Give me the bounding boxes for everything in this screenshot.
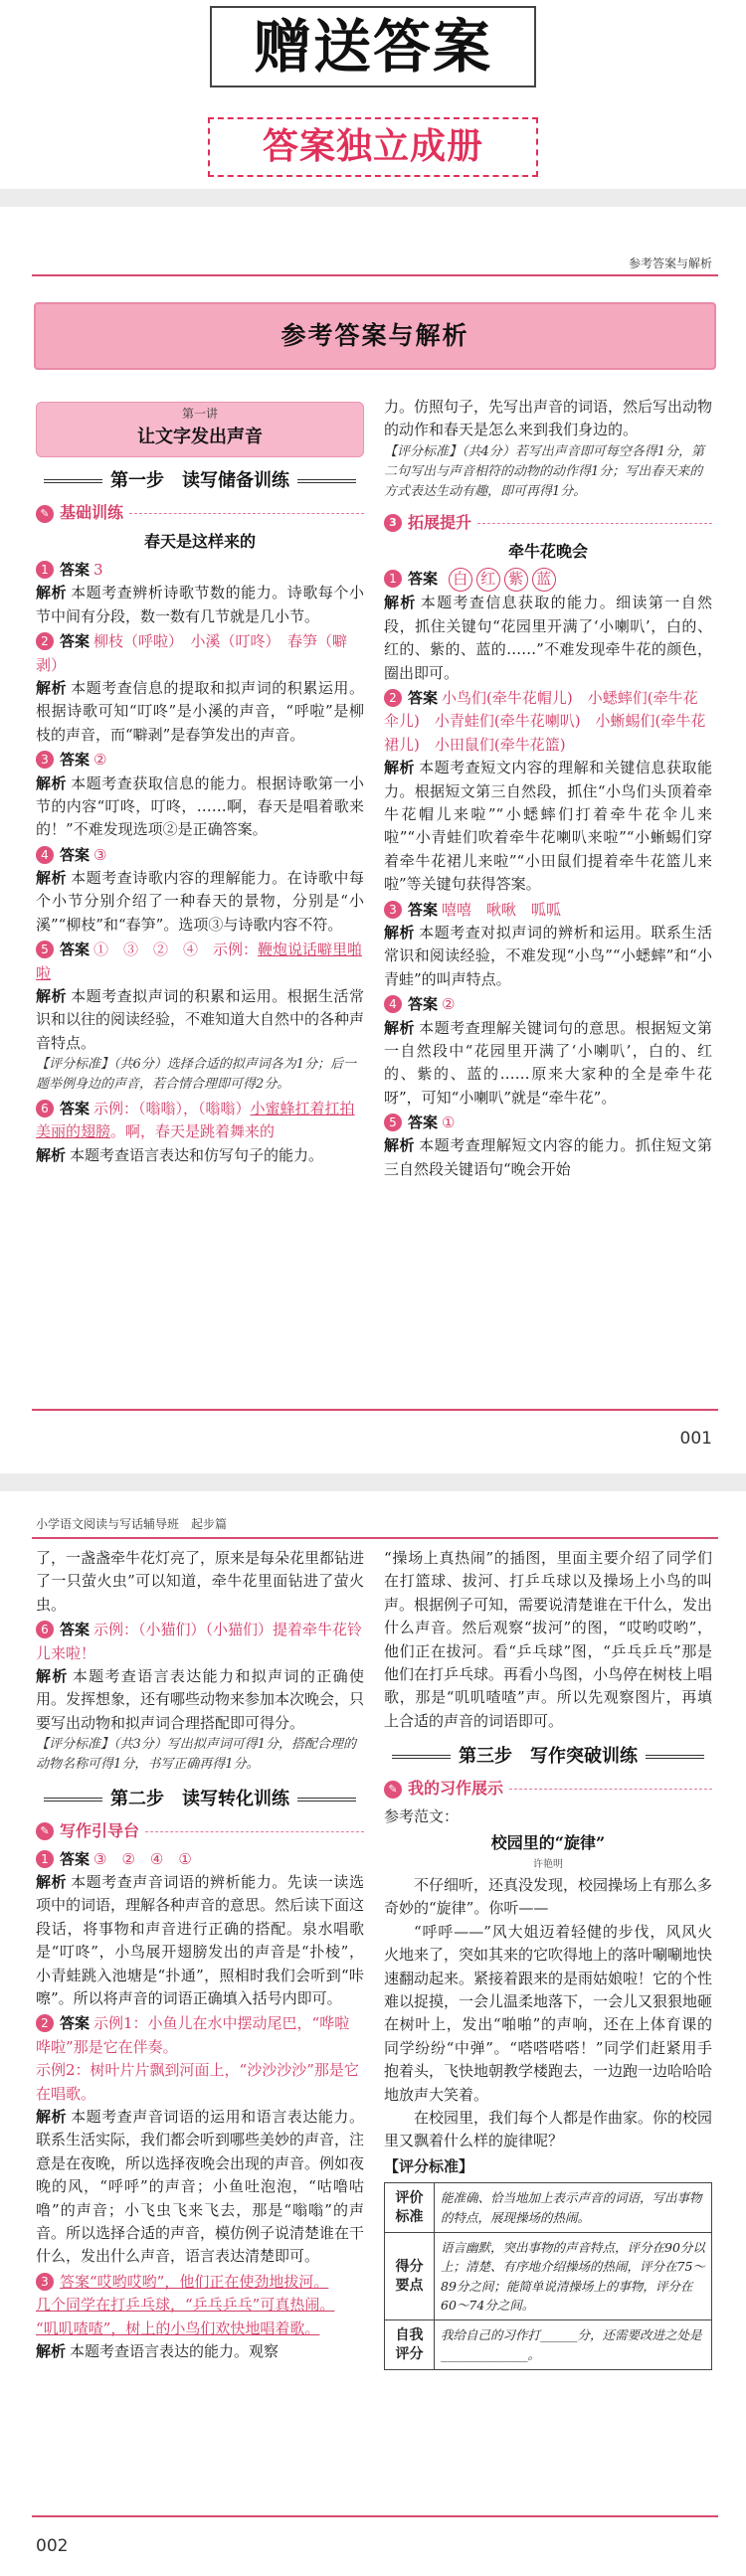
running-head: 小学语文阅读与写话辅导班 起步篇 [36, 1517, 228, 1531]
r5-explain-continued: 了，一盏盏牵牛花灯亮了，原来是每朵花里都钻进了一只萤火虫”可以知道，牵牛花里面钻进了萤火虫。 [36, 1549, 365, 1614]
essay-paragraph: 不仔细听，还真没发现，校园操场上有那么多奇妙的“旋律”。你听—— [384, 1876, 713, 1918]
w3-explain-continued: “操场上真热闹”的插图，里面主要介绍了同学们在打篮球、拔河、打乒乓球以及操场上小鸟的叫声。根据例子可知，需要说清楚谁在干什么，发出什么声音。然后观察“拔河”的图，“哎哟哎哟”，他们正在拔河。看“乒乓球”图，“乒乓乒乓”那是他们在打乒乓球。再看小鸟图，小鸟停在树枝上唱歌，那是“叽叽喳喳”声。所以先观察图片，再填上合适的声音的词语即可。 [384, 1549, 713, 1730]
page-title: 参考答案与解析 [34, 302, 716, 370]
step-heading: 第三步 写作突破训练 [384, 1743, 712, 1771]
essay-author: 许艳明 [533, 1858, 563, 1870]
section-my-writing: ✎ 我的习作展示 [384, 1777, 712, 1802]
q6-explain-continued: 力。仿照句子，先写出声音的词语，然后写出动物的动作和春天是怎么来到我们身边的。 [384, 398, 713, 439]
story-title: 牵牛花晚会 [507, 541, 588, 561]
step-heading: 第二步 读写转化训练 [36, 1786, 364, 1813]
banner-subtitle: 答案独立成册 [208, 117, 538, 177]
right-column [384, 1547, 712, 2370]
answer-page-001 [12, 211, 734, 1473]
section-writing-guide: ✎ 写作引导台 [36, 1819, 364, 1844]
running-head: 参考答案与解析 [628, 257, 712, 270]
circled-answer: 红 [476, 568, 500, 592]
question-4: 4 答案 ③ 解析 本题考查诗歌内容的理解能力。在诗歌中每个小节分别介绍了一种春天的景物，分别是“小溪”“柳枝”和“春笋”。选项③与诗歌内容不符。 [36, 845, 364, 934]
header-rule [32, 274, 718, 276]
question-5: 5 答案 ① ③ ② ④ 示例：鞭炮说话噼里啪啦 解析 本题考查拟声词的积累和运用。根据生活常识和以往的阅读经验，不难知道大自然中的各种声音特点。 【评分标准】（共6分）选择合适的拟声词各为1分；后一题举例身边的声音，若合情合理即可得2分。 [36, 939, 364, 1095]
circled-answer: 紫 [504, 568, 528, 592]
answer-page-002 [12, 1493, 734, 2567]
essay-title: 校园里的“旋律” [490, 1832, 606, 1852]
table-row: 自我评分 我给自己的习作打______分，还需要改进之处是______________。 [385, 2320, 712, 2370]
score-standard: 【评分标准】（共4分）若写出声音即可每空各得1分，第二句写出与声音相符的动物的动作得1分；写出春天来的方式表达生动有趣，即可再得1分。 [384, 443, 705, 500]
step-heading: 第一步 读写储备训练 [36, 467, 364, 495]
right-column [384, 386, 712, 1181]
footer-rule [32, 1409, 718, 1411]
reading-question-6: 6 答案 示例：（小猫们）（小猫们）提着牵牛花铃儿来啦！ 解析 本题考查语言表达能力和拟声词的正确使用。发挥想象，还有哪些动物来参加本次晚会，只要写出动物和拟声词合理搭配即可得分。 【评分标准】（共3分）写出拟声词可得1分，搭配合理的动物名称可得1分，书写正确再得1分。 [36, 1619, 364, 1775]
essay-body [384, 1874, 712, 2153]
header-rule [32, 1537, 718, 1539]
book-icon: ✎ [36, 1822, 54, 1840]
footer-rule [32, 2515, 718, 2517]
poem-title: 春天是这样来的 [143, 532, 256, 552]
circled-answer: 蓝 [532, 568, 556, 592]
section-basic-training: ✎ 基础训练 [36, 501, 364, 526]
number-3-icon: 3 [384, 514, 402, 532]
score-standard: 【评分标准】（共6分）选择合适的拟声词各为1分；后一题举例身边的声音，若合情合理即可得2分。 [36, 1057, 357, 1093]
question-1: 1 答案 3 解析 本题考查辨析诗歌节数的能力。诗歌每个小节中间有分段，数一数有几节就是几小节。 [36, 560, 364, 625]
writing-question-1: 1 答案 ③ ② ④ ① 解析 本题考查声音词语的辨析能力。先读一读选项中的词语，理解各种声音的意思。然后读下面这段话，将事物和声音进行正确的搭配。泉水唱歌是“叮咚”，小鸟展开翅膀发出的声音是“扑棱”，小青蛙跳入池塘是“扑通”，照相时我们会听到“咔嚓”。所以将声音的词语正确填入括号内即可。 [36, 1849, 365, 2008]
section-extension: 3 拓展提升 [384, 511, 712, 536]
banner-title: 赠送答案 [210, 6, 536, 87]
lecture-title: 让文字发出声音 [137, 427, 263, 447]
page-number: 001 [679, 1429, 712, 1449]
writing-question-2: 2 答案 示例1：小鱼儿在水中摆动尾巴，“哗啦哗啦”那是它在伴奏。 示例2：树叶片片飘到河面上，“沙沙沙沙”那是它在唱歌。 解析 本题考查声音词语的运用和语言表达能力。联系生活实际，我们都会听到哪些美妙的声音，注意是在夜晚，所以选择夜晚会出现的声音。例如夜晚的风，“呼呼”的声音；小鱼吐泡泡，“咕噜咕噜”的声音；小飞虫飞来飞去，那是“嗡嗡”的声音。所以选择合适的声音，模仿例子说清楚谁在干什么，发出什么声音，语言表达清楚即可。 [36, 2014, 365, 2266]
page-separator [0, 1473, 746, 1491]
table-row: 评价标准 能准确、恰当地加上表示声音的词语，写出事物的特点，展现操场的热闹。 [385, 2183, 712, 2233]
evaluation-heading: 【评分标准】 [384, 2156, 474, 2175]
page-number: 002 [36, 2536, 69, 2556]
reading-question-5: 5 答案 ① 解析 本题考查理解短文内容的能力。抓住短文第三自然段关键语句“晚会开始 [384, 1114, 712, 1178]
reading-question-2: 2 答案 小鸟们(牵牛花帽儿) 小蟋蟀们(牵牛花伞儿) 小青蛙们(牵牛花喇叭) 小蜥蜴们(牵牛花裙儿) 小田鼠们(牵牛花篮) 解析 本题考查短文内容的理解和关键信息获取能力。根据短文第三自然段，抓住“小鸟们头顶着牵牛花帽儿来啦”“小蟋蟀们打着牵牛花伞儿来啦”“小青蛙们吹着牵牛花喇叭来啦”“小蜥蜴们穿着牵牛花裙儿来啦”“小田鼠们提着牵牛花篮儿来啦”等关键句获得答案。 [384, 689, 712, 894]
essay-intro: 参考范文： [384, 1807, 460, 1826]
essay-paragraph: “呼呼——”风大姐迈着轻健的步伐，风风火火地来了，突如其来的它吹得地上的落叶唰唰地快速翻动起来。紧接着跟来的是雨姑娘啦！它的个性难以捉摸，一会儿温柔地落下，一会儿又狠狠地砸在树叶上，发出“啪啪”的声响，还在上体育课的同学纷纷“中弹”。“嗒嗒嗒嗒！”同学们赶紧用手抱着头，飞快地朝教学楼跑去，一边跑一边哈哈哈地放声大笑着。 [384, 1922, 713, 2104]
reading-question-4: 4 答案 ② 解析 本题考查理解关键词句的意思。根据短文第一自然段中“花园里开满了‘小喇叭’，白的、红的、紫的、蓝的……原来大家种的全是牵牛花呀”，可知“小喇叭”就是“牵牛花”。 [384, 995, 712, 1107]
page-separator [0, 189, 746, 207]
reading-question-1: 1 答案 白 红 紫 蓝 解析 本题考查信息获取的能力。细读第一自然段，抓住关键句“花园里开满了‘小喇叭’，白的、红的、紫的、蓝的……”不难发现牵牛花的颜色，圈出即可。 [384, 570, 712, 682]
gift-answer-banner [0, 0, 746, 189]
pen-icon: ✎ [36, 505, 54, 523]
left-column [36, 386, 364, 1167]
left-column [36, 1547, 364, 2363]
lecture-number: 第一讲 [181, 407, 218, 421]
circled-answer: 白 [449, 568, 472, 592]
question-3: 3 答案 ② 解析 本题考查获取信息的能力。根据诗歌第一小节的内容“叮咚，叮咚，……啊，春天是唱着歌来的！”不难发现选项②是正确答案。 [36, 751, 364, 839]
question-2: 2 答案 柳枝（呼啦） 小溪（叮咚） 春笋（噼剥） 解析 本题考查信息的提取和拟声词的积累运用。根据诗歌可知“叮咚”是小溪的声音，“呼啦”是柳枝的声音，而“噼剥”是春笋发出的声音。 [36, 632, 364, 744]
question-6: 6 答案 示例：（嗡嗡），（嗡嗡）小蜜蜂扛着扛拍美丽的翅膀。啊，春天是跳着舞来的 解析 本题考查语言表达和仿写句子的能力。 [36, 1099, 355, 1164]
score-standard: 【评分标准】（共3分）写出拟声词可得1分，搭配合理的动物名称可得1分，书写正确再得1分。 [36, 1737, 357, 1773]
table-row: 得分要点 语言幽默，突出事物的声音特点，评分在90分以上；清楚、有序地介绍操场的热闹，评分在75～89分之间；能简单说清操场上的事物，评分在60～74分之间。 [385, 2232, 712, 2320]
evaluation-table [384, 2182, 712, 2370]
book-icon: ✎ [384, 1781, 402, 1799]
reading-question-3: 3 答案 嘻嘻 啾啾 呱呱 解析 本题考查对拟声词的辨析和运用。联系生活常识和阅读经验，不难发现“小鸟”“小蟋蟀”和“小青蛙”的叫声特点。 [384, 900, 712, 988]
writing-question-3: 3 答案“哎哟哎哟”，他们正在使劲地拔河。 几个同学在打乒乓球，“乒乓乒乓”可真热闹。 “叽叽喳喳”，树上的小鸟们欢快地唱着歌。 解析 本题考查语言表达的能力。观察 [36, 2272, 335, 2360]
lecture-heading [36, 402, 364, 457]
essay-paragraph: 在校园里，我们每个人都是作曲家。你的校园里又飘着什么样的旋律呢？ [384, 2109, 713, 2150]
